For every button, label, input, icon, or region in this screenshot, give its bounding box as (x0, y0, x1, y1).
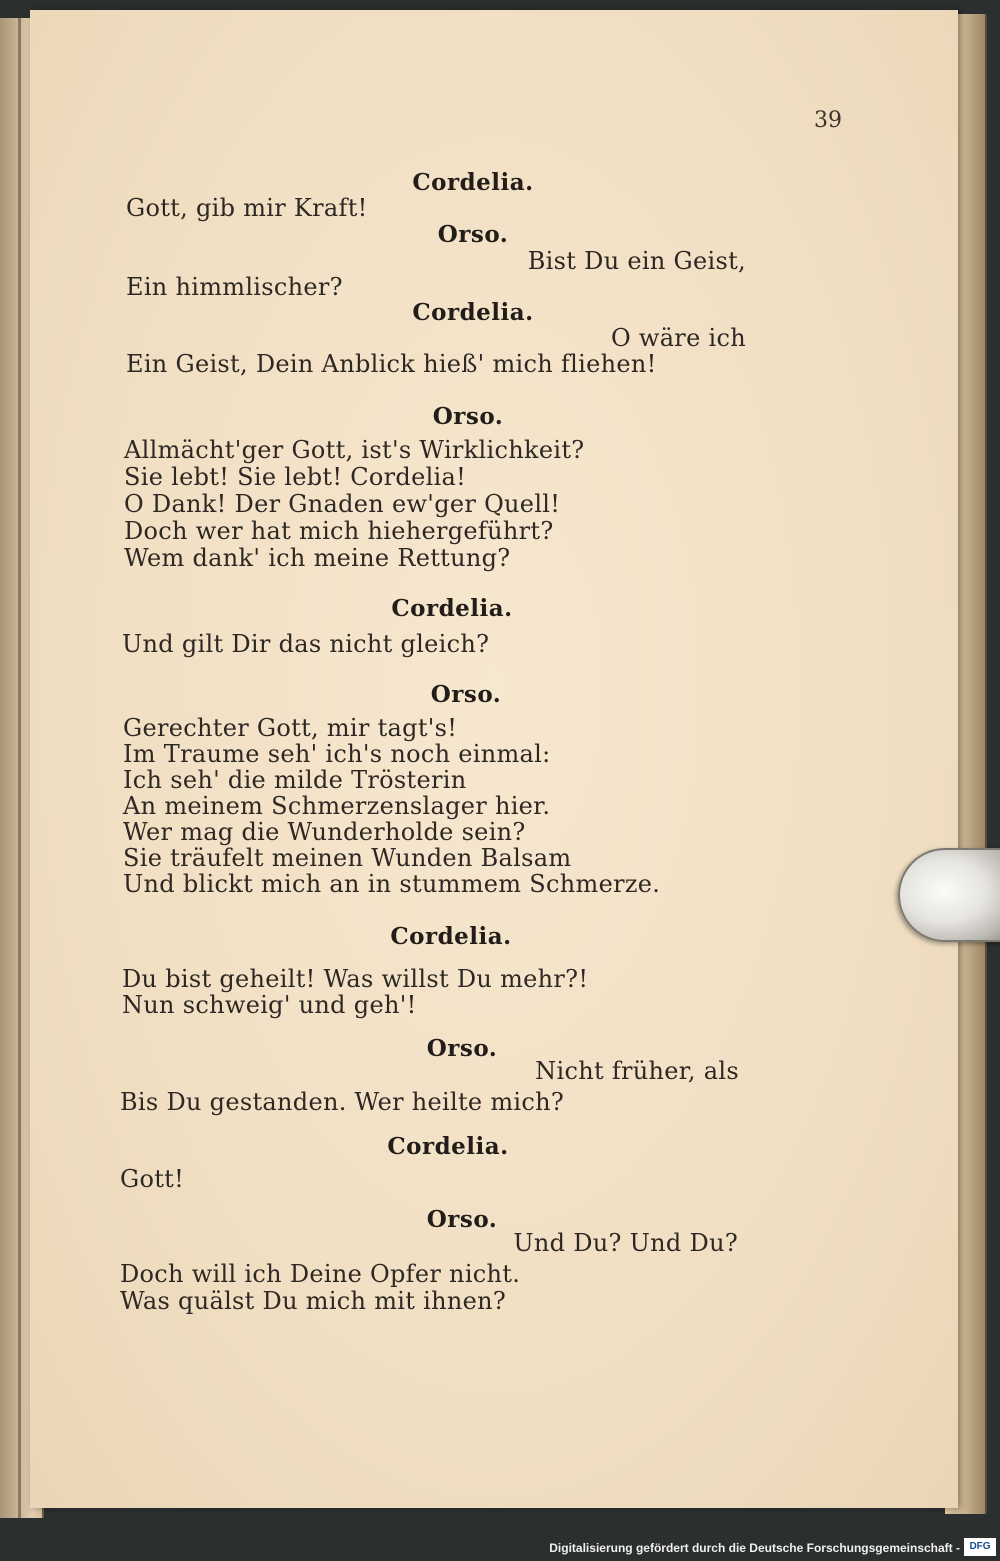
book-page (30, 10, 958, 1508)
speaker-heading: Orso. (437, 221, 509, 248)
speaker-heading: Orso. (426, 1206, 498, 1233)
verse-line: An meinem Schmerzenslager hier. (123, 792, 551, 820)
verse-line: Ein Geist, Dein Anblick hieß' mich fliehen! (126, 350, 657, 378)
speaker-heading: Orso. (426, 1035, 498, 1062)
paper-clip (898, 848, 1000, 942)
verse-line: Im Traume seh' ich's noch einmal: (123, 740, 551, 768)
verse-line: Wer mag die Wunderholde sein? (123, 818, 526, 846)
speaker-heading: Cordelia. (391, 595, 513, 622)
verse-line: O wäre ich (610, 324, 746, 352)
speaker-heading: Orso. (430, 681, 502, 708)
funding-notice: Digitalisierung gefördert durch die Deutsche Forschungsgemeinschaft - (549, 1541, 960, 1555)
verse-line: Sie träufelt meinen Wunden Balsam (123, 844, 572, 872)
verse-line: Gerechter Gott, mir tagt's! (123, 714, 458, 742)
page-number: 39 (814, 108, 842, 133)
verse-line: Du bist geheilt! Was willst Du mehr?! (122, 965, 589, 993)
verse-line: Was quälst Du mich mit ihnen? (120, 1287, 507, 1315)
speaker-heading: Orso. (432, 403, 504, 430)
verse-line: Und Du? Und Du? (513, 1229, 738, 1257)
speaker-heading: Cordelia. (390, 923, 512, 950)
verse-line: Bist Du ein Geist, (527, 247, 746, 275)
binding-edge (18, 18, 21, 1518)
verse-line: Nicht früher, als (535, 1057, 739, 1085)
verse-line: Doch will ich Deine Opfer nicht. (120, 1260, 521, 1288)
verse-line: Sie lebt! Sie lebt! Cordelia! (124, 463, 467, 491)
speaker-heading: Cordelia. (412, 169, 534, 196)
verse-line: Nun schweig' und geh'! (122, 991, 417, 1019)
dfg-logo: DFG (964, 1538, 996, 1556)
verse-line: Allmächt'ger Gott, ist's Wirklichkeit? (124, 436, 585, 464)
verse-line: Gott! (120, 1165, 185, 1193)
verse-line: Und blickt mich an in stummem Schmerze. (123, 870, 661, 898)
verse-line: Doch wer hat mich hiehergeführt? (124, 517, 554, 545)
speaker-heading: Cordelia. (387, 1133, 509, 1160)
speaker-heading: Cordelia. (412, 299, 534, 326)
verse-line: O Dank! Der Gnaden ew'ger Quell! (124, 490, 561, 518)
verse-line: Bis Du gestanden. Wer heilte mich? (120, 1088, 565, 1116)
verse-line: Wem dank' ich meine Rettung? (124, 544, 511, 572)
verse-line: Ein himmlischer? (126, 273, 343, 301)
verse-line: Ich seh' die milde Trösterin (123, 766, 467, 794)
verse-line: Und gilt Dir das nicht gleich? (122, 630, 490, 658)
verse-line: Gott, gib mir Kraft! (126, 194, 368, 222)
